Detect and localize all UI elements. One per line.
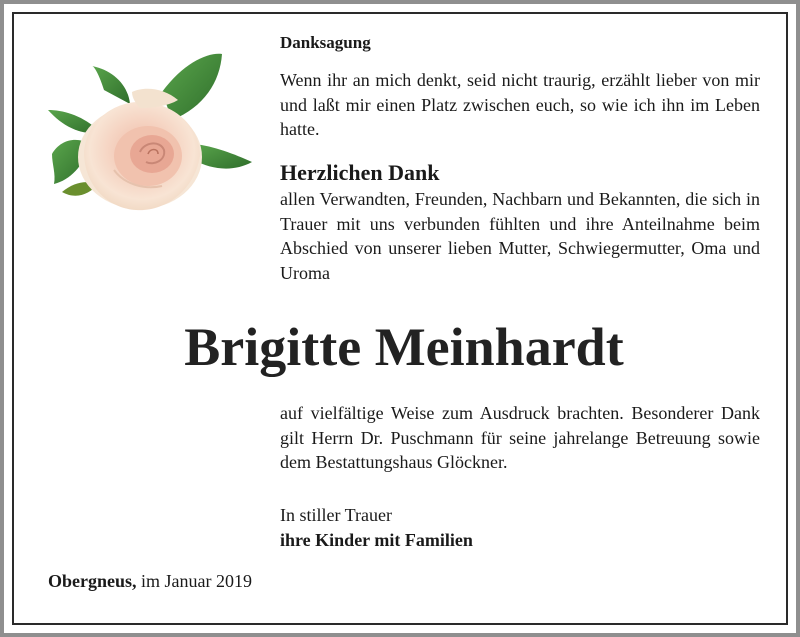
rose-icon [44, 52, 256, 217]
place-date [48, 569, 252, 594]
closing-line: In stiller Trauer [280, 505, 392, 525]
memorial-quote: Wenn ihr an mich denkt, seid nicht traurig, erzählt lieber von mir und laßt mir einen Platz zwischen euch, so wie ich ihn im Leben hatte. [280, 70, 760, 139]
signature: ihre Kinder mit Familien [280, 530, 473, 550]
thanks-heading: Herzlichen Dank [280, 160, 440, 185]
thanks-text: allen Verwandten, Freunden, Nachbarn und Bekannten, die sich in Trauer mit uns verbunden fühlten und ihre Anteilnahme beim Abschied von unserer lieben Mutter, Schwiegermutter, Oma und Uroma [280, 189, 760, 283]
notice-heading: Danksagung [280, 33, 371, 52]
place-name: Obergneus, [48, 571, 137, 591]
thanks-continued: auf vielfältige Weise zum Ausdruck brachten. Besonderer Dank gilt Herrn Dr. Puschmann für seine jahrelange Betreuung sowie dem Bestattungshaus Glöckner. [280, 403, 760, 472]
notice-date: im Januar 2019 [141, 571, 252, 591]
deceased-name: Brigitte Meinhardt [184, 317, 624, 377]
